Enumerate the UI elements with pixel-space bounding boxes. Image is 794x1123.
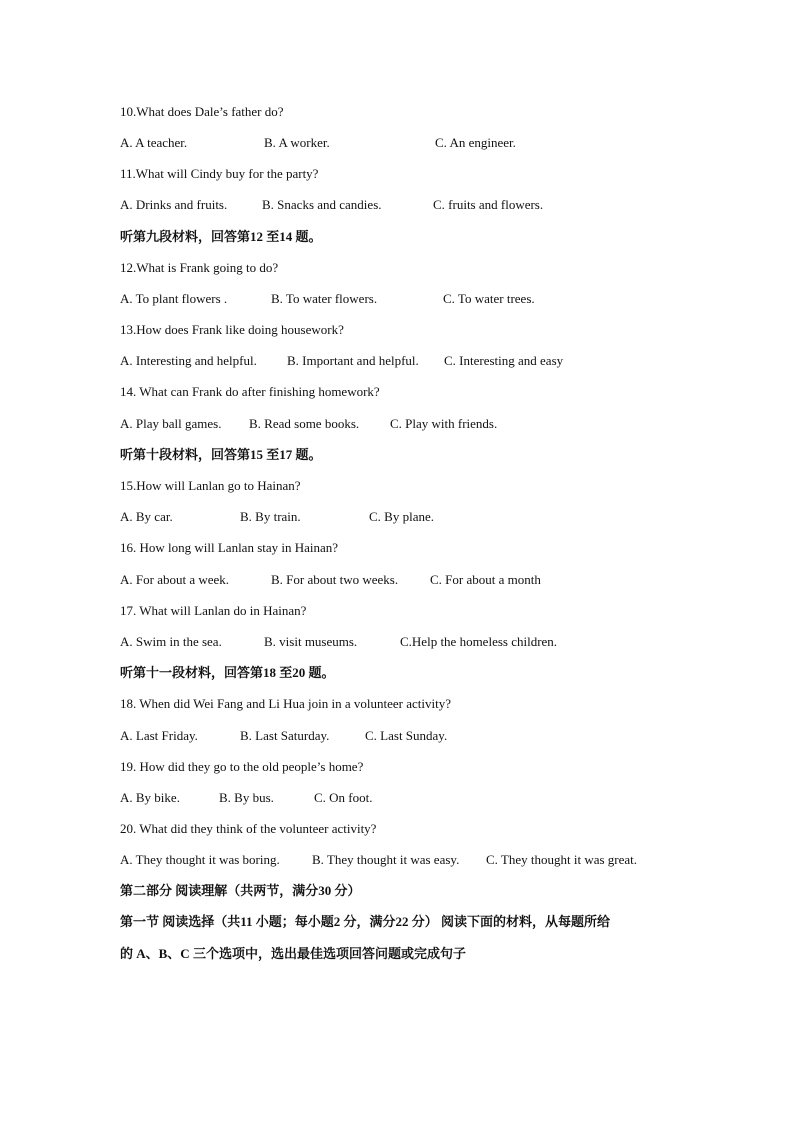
question-19: 19. How did they go to the old people’s home? [120, 759, 364, 774]
option-c: C. Interesting and easy [444, 353, 564, 368]
option-b: B. To water flowers. [271, 291, 378, 306]
option-a: A. For about a week. [120, 572, 230, 587]
question-14: 14. What can Frank do after finishing homework? [120, 384, 380, 399]
section-heading-11: 听第十一段材料，回答第18 至20 题。 [120, 665, 335, 680]
option-b: B. They thought it was easy. [312, 852, 460, 867]
question-15: 15.How will Lanlan go to Hainan? [120, 478, 301, 493]
option-c: C. Play with friends. [390, 416, 498, 431]
option-a: A. A teacher. [120, 135, 188, 150]
option-a: A. They thought it was boring. [120, 852, 280, 867]
section-heading-10: 听第十段材料，回答第15 至17 题。 [120, 447, 322, 462]
option-c: C.Help the homeless children. [400, 634, 558, 649]
option-a: A. Last Friday. [120, 728, 198, 743]
section-instructions-line-2: 的 A、B、C 三个选项中，选出最佳选项回答问题或完成句子 [120, 946, 466, 961]
question-17: 17. What will Lanlan do in Hainan? [120, 603, 307, 618]
part-heading: 第二部分 阅读理解（共两节，满分30 分） [120, 883, 361, 898]
option-c: C. To water trees. [443, 291, 535, 306]
question-13: 13.How does Frank like doing housework? [120, 322, 344, 337]
option-a: A. Drinks and fruits. [120, 197, 228, 212]
option-a: A. To plant flowers . [120, 291, 228, 306]
option-b: B. Read some books. [249, 416, 360, 431]
question-18: 18. When did Wei Fang and Li Hua join in a volunteer activity? [120, 696, 451, 711]
option-a: A. Interesting and helpful. [120, 353, 257, 368]
question-20: 20. What did they think of the volunteer activity? [120, 821, 377, 836]
option-c: C. They thought it was great. [486, 852, 638, 867]
option-b: B. Important and helpful. [287, 353, 419, 368]
option-a: A. Play ball games. [120, 416, 222, 431]
question-16: 16. How long will Lanlan stay in Hainan? [120, 540, 339, 555]
option-a: A. By car. [120, 509, 173, 524]
question-11: 11.What will Cindy buy for the party? [120, 166, 319, 181]
option-b: B. A worker. [264, 135, 330, 150]
option-b: B. By bus. [219, 790, 274, 805]
option-b: B. Snacks and candies. [262, 197, 382, 212]
option-b: B. visit museums. [264, 634, 358, 649]
option-c: C. fruits and flowers. [433, 197, 544, 212]
option-b: B. By train. [240, 509, 301, 524]
option-a: A. By bike. [120, 790, 180, 805]
option-c: C. On foot. [314, 790, 373, 805]
option-c: C. Last Sunday. [365, 728, 448, 743]
section-instructions-line-1: 第一节 阅读选择（共11 小题；每小题2 分，满分22 分） 阅读下面的材料，从每题所给 [120, 914, 611, 929]
option-b: B. Last Saturday. [240, 728, 330, 743]
question-10: 10.What does Dale’s father do? [120, 104, 284, 119]
option-c: C. An engineer. [435, 135, 516, 150]
option-a: A. Swim in the sea. [120, 634, 222, 649]
option-b: B. For about two weeks. [271, 572, 399, 587]
section-heading-9: 听第九段材料，回答第12 至14 题。 [120, 229, 322, 244]
option-c: C. For about a month [430, 572, 541, 587]
option-c: C. By plane. [369, 509, 434, 524]
question-12: 12.What is Frank going to do? [120, 260, 279, 275]
